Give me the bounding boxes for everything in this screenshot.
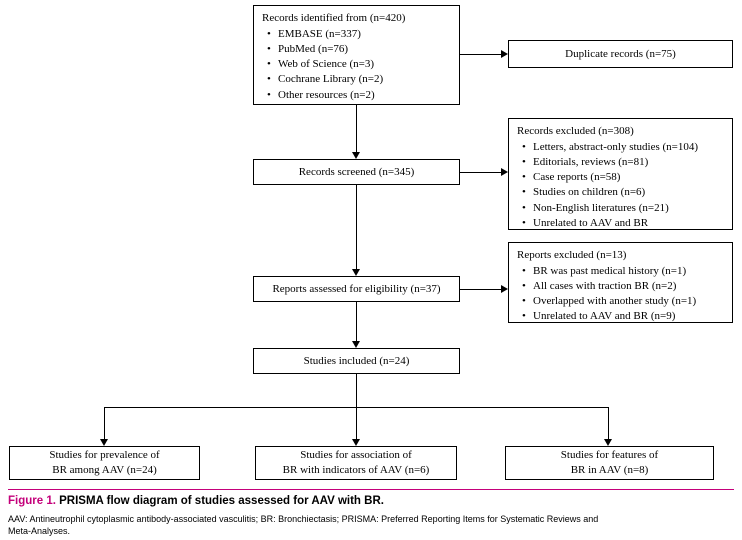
list-item: • BR was past medical history (n=1) bbox=[533, 264, 724, 279]
arrow-to-screened bbox=[352, 152, 360, 159]
arrow-to-included bbox=[352, 341, 360, 348]
node-outcome-association-line1: Studies for association of bbox=[300, 449, 412, 462]
arrow-to-reports-excluded bbox=[501, 285, 508, 293]
node-outcome-association bbox=[255, 446, 457, 480]
connector-identification-to-duplicates bbox=[460, 54, 501, 55]
connector-identification-to-screened bbox=[356, 105, 357, 153]
caption-line bbox=[8, 494, 734, 509]
figure-caption bbox=[8, 494, 734, 537]
caption-abbreviations-line2: Meta-Analyses. bbox=[8, 526, 71, 537]
node-reports-excluded-title: Reports excluded (n=13) bbox=[517, 249, 627, 261]
arrow-to-eligibility bbox=[352, 269, 360, 276]
list-item: • Editorials, reviews (n=81) bbox=[533, 155, 724, 170]
arrow-to-features bbox=[604, 439, 612, 446]
node-outcome-features-line1: Studies for features of bbox=[560, 449, 659, 462]
node-records-excluded bbox=[508, 118, 733, 230]
connector-to-prevalence bbox=[104, 407, 105, 440]
node-records-identified bbox=[253, 5, 460, 105]
list-item: • Cochrane Library (n=2) bbox=[278, 72, 451, 87]
list-item: • PubMed (n=76) bbox=[278, 42, 451, 57]
node-reports-excluded-list bbox=[517, 264, 724, 325]
list-item: • Unrelated to AAV and BR (n=9) bbox=[533, 309, 724, 324]
node-outcome-prevalence-line2: BR among AAV (n=24) bbox=[52, 464, 157, 476]
node-records-identified-title: Records identified from (n=420) bbox=[262, 12, 406, 24]
list-item: • Web of Science (n=3) bbox=[278, 57, 451, 72]
node-records-screened-title: Records screened (n=345) bbox=[298, 165, 415, 178]
connector-screened-to-records-excluded bbox=[460, 172, 501, 173]
node-outcome-prevalence bbox=[9, 446, 200, 480]
node-records-excluded-title: Records excluded (n=308) bbox=[517, 125, 634, 137]
node-outcome-prevalence-line1: Studies for prevalence of bbox=[49, 449, 160, 462]
figure-title: PRISMA flow diagram of studies assessed for AAV with BR. bbox=[55, 495, 384, 507]
list-item: • All cases with traction BR (n=2) bbox=[533, 279, 724, 294]
node-records-identified-list bbox=[262, 27, 451, 103]
list-item: • Unrelated to AAV and BR bbox=[533, 216, 724, 231]
arrow-to-duplicates bbox=[501, 50, 508, 58]
connector-screened-to-eligibility bbox=[356, 185, 357, 270]
connector-to-association bbox=[356, 407, 357, 440]
figure-label: Figure 1. bbox=[8, 495, 56, 507]
node-outcome-features bbox=[505, 446, 714, 480]
arrow-to-association bbox=[352, 439, 360, 446]
node-records-screened bbox=[253, 159, 460, 185]
connector-eligibility-to-included bbox=[356, 302, 357, 342]
list-item: • Overlapped with another study (n=1) bbox=[533, 294, 724, 309]
node-studies-included bbox=[253, 348, 460, 374]
caption-abbreviations-line1: AAV: Antineutrophil cytoplasmic antibody-associated vasculitis; BR: Bronchiectasis; PRISMA: Preferred Reporting Items for Systematic Reviews and bbox=[8, 513, 599, 524]
node-reports-excluded bbox=[508, 242, 733, 323]
node-reports-assessed-title: Reports assessed for eligibility (n=37) bbox=[272, 282, 441, 295]
list-item: • Case reports (n=58) bbox=[533, 170, 724, 185]
node-reports-assessed bbox=[253, 276, 460, 302]
list-item: • Non-English literatures (n=21) bbox=[533, 201, 724, 216]
node-duplicate-records-title: Duplicate records (n=75) bbox=[565, 47, 676, 60]
arrow-to-records-excluded bbox=[501, 168, 508, 176]
node-studies-included-title: Studies included (n=24) bbox=[303, 354, 410, 367]
list-item: • Letters, abstract-only studies (n=104) bbox=[533, 140, 724, 155]
node-records-excluded-list bbox=[517, 140, 724, 231]
list-item: • Other resources (n=2) bbox=[278, 88, 451, 103]
arrow-to-prevalence bbox=[100, 439, 108, 446]
list-item: • Studies on children (n=6) bbox=[533, 185, 724, 200]
connector-to-features bbox=[608, 407, 609, 440]
node-duplicate-records bbox=[508, 40, 733, 68]
node-outcome-features-line2: BR in AAV (n=8) bbox=[570, 464, 649, 476]
caption-abbreviations bbox=[8, 513, 734, 537]
node-outcome-association-line2: BR with indicators of AAV (n=6) bbox=[282, 464, 430, 476]
list-item: • EMBASE (n=337) bbox=[278, 27, 451, 42]
caption-divider bbox=[8, 489, 734, 490]
connector-included-down bbox=[356, 374, 357, 407]
connector-eligibility-to-reports-excluded bbox=[460, 289, 501, 290]
